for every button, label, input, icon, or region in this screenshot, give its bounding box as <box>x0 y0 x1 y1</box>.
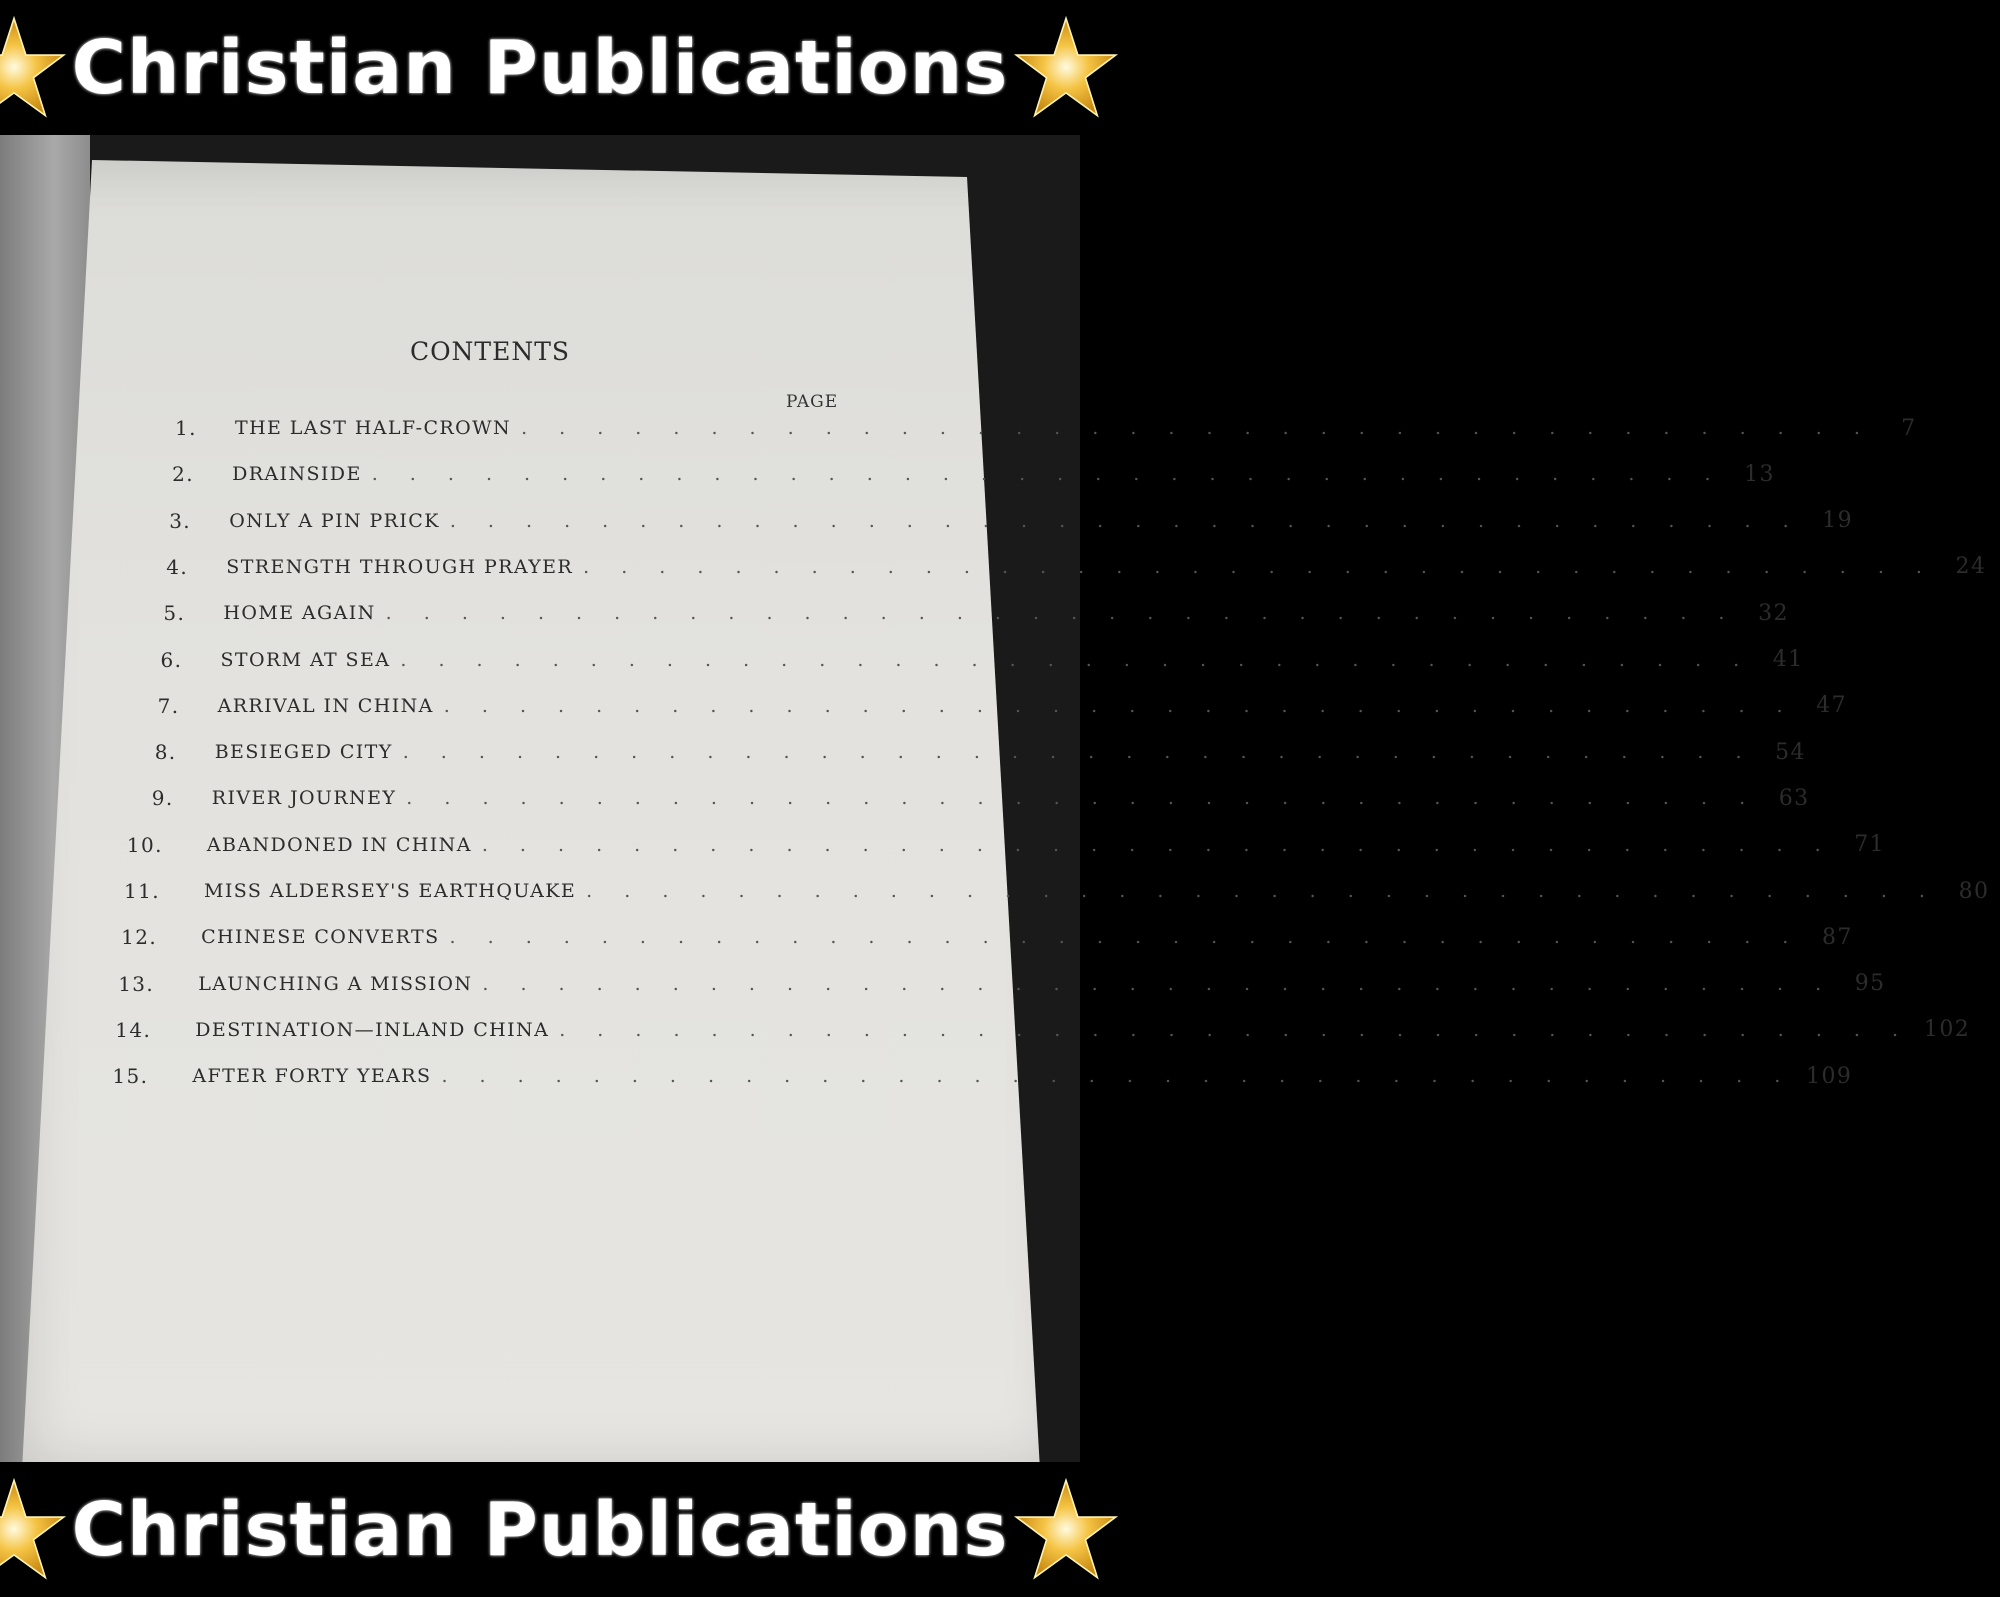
toc-chapter-number: 7. <box>157 693 180 718</box>
toc-page-number: 109 <box>1806 1063 1853 1089</box>
toc-page-number: 95 <box>1854 971 1886 997</box>
toc-chapter-number: 14. <box>115 1017 152 1042</box>
toc-page-number: 47 <box>1816 693 1847 719</box>
toc-leader-dots: . . . . . . . . . . . . . . . . . . . . . . . . . . . . . . . . . . . . <box>583 555 1935 578</box>
toc-chapter-title: DESTINATION—INLAND CHINA <box>195 1018 550 1041</box>
toc-leader-dots: . . . . . . . . . . . . . . . . . . . . . . . . . . . . . . . . . . . . <box>402 741 1755 764</box>
toc-chapter-title: AFTER FORTY YEARS <box>192 1065 432 1088</box>
toc-chapter-title: HOME AGAIN <box>223 602 376 625</box>
bottom-banner <box>0 1462 1080 1597</box>
toc-chapter-number: 10. <box>126 832 163 857</box>
toc-leader-dots: . . . . . . . . . . . . . . . . . . . . . . . . . . . . . . . . . . . . <box>406 787 1759 810</box>
banner-title-bottom: Christian Publications <box>71 1486 1009 1573</box>
toc-page-number: 32 <box>1758 600 1789 626</box>
toc-page-number: 7 <box>1901 415 1917 441</box>
toc-chapter-title: BESIEGED CITY <box>214 741 393 764</box>
toc-page-number: 19 <box>1822 508 1854 534</box>
toc-chapter-title: DRAINSIDE <box>232 463 362 486</box>
toc-page-number: 54 <box>1775 739 1806 765</box>
toc-leader-dots: . . . . . . . . . . . . . . . . . . . . . . . . . . . . . . . . . . . . <box>400 648 1753 671</box>
toc-chapter-number: 8. <box>154 740 177 765</box>
toc-row <box>172 459 1775 489</box>
toc-chapter-number: 1. <box>175 416 197 440</box>
toc-chapter-title: LAUNCHING A MISSION <box>198 972 473 995</box>
toc-chapter-number: 11. <box>124 879 161 903</box>
toc-leader-dots: . . . . . . . . . . . . . . . . . . . . . . . . . . . . . . . . . . . . <box>449 926 1802 949</box>
toc-chapter-title: STRENGTH THROUGH PRAYER <box>226 555 574 578</box>
toc-leader-dots: . . . . . . . . . . . . . . . . . . . . . . . . . . . . . . . . . . . . <box>481 833 1834 856</box>
toc-row <box>112 1061 1853 1091</box>
top-banner <box>0 0 1080 135</box>
toc-row <box>154 737 1806 767</box>
toc-leader-dots: . . . . . . . . . . . . . . . . . . . . . . . . . . . . . . . . . . . . <box>443 694 1796 717</box>
toc-chapter-number: 9. <box>151 786 174 811</box>
toc-chapter-title: ABANDONED IN CHINA <box>206 833 472 856</box>
toc-chapter-title: RIVER JOURNEY <box>211 787 397 810</box>
toc-page-number: 13 <box>1744 461 1775 487</box>
toc-row <box>115 1015 1971 1045</box>
toc-chapter-number: 3. <box>169 508 192 533</box>
banner-title-top: Christian Publications <box>71 24 1009 111</box>
toc-page-number: 102 <box>1923 1017 1971 1043</box>
toc-chapter-title: STORM AT SEA <box>220 648 391 671</box>
toc-leader-dots: . . . . . . . . . . . . . . . . . . . . . . . . . . . . . . . . . . . . <box>449 509 1802 532</box>
page-column-label: PAGE <box>786 392 839 412</box>
toc-chapter-title: MISS ALDERSEY'S EARTHQUAKE <box>204 880 577 902</box>
toc-leader-dots: . . . . . . . . . . . . . . . . . . . . . . . . . . . . . . . . . . . . <box>385 602 1738 625</box>
contents-heading: CONTENTS <box>409 337 571 366</box>
gold-star-icon <box>1012 1476 1120 1584</box>
toc-row <box>118 969 1886 999</box>
toc-chapter-title: CHINESE CONVERTS <box>201 926 440 949</box>
gold-star-icon <box>0 1476 68 1584</box>
toc-chapter-number: 15. <box>112 1064 149 1089</box>
toc-leader-dots: . . . . . . . . . . . . . . . . . . . . . . . . . . . . . . . . . . . . <box>521 417 1873 439</box>
toc-chapter-number: 4. <box>166 554 189 579</box>
toc-row <box>160 645 1804 675</box>
gold-star-icon <box>0 14 68 122</box>
toc-leader-dots: . . . . . . . . . . . . . . . . . . . . . . . . . . . . . . . . . . . . <box>482 972 1835 995</box>
toc-leader-dots: . . . . . . . . . . . . . . . . . . . . . . . . . . . . . . . . . . . . <box>371 463 1724 486</box>
toc-row <box>166 552 1987 582</box>
toc-page-number: 71 <box>1854 832 1886 858</box>
toc-chapter-number: 12. <box>121 925 158 950</box>
toc-chapter-title: ARRIVAL IN CHINA <box>217 694 434 717</box>
toc-row <box>151 783 1810 813</box>
toc-leader-dots: . . . . . . . . . . . . . . . . . . . . . . . . . . . . . . . . . . . . <box>586 880 1938 902</box>
toc-chapter-number: 2. <box>172 462 194 487</box>
toc-page-number: 80 <box>1958 878 1990 904</box>
toc-chapter-title: ONLY A PIN PRICK <box>229 509 440 532</box>
toc-chapter-title: THE LAST HALF-CROWN <box>235 417 512 439</box>
toc-leader-dots: . . . . . . . . . . . . . . . . . . . . . . . . . . . . . . . . . . . . <box>559 1018 1912 1041</box>
toc-page-number: 41 <box>1772 647 1804 672</box>
toc-leader-dots: . . . . . . . . . . . . . . . . . . . . . . . . . . . . . . . . . . . . <box>441 1065 1794 1088</box>
toc-chapter-number: 5. <box>163 601 186 626</box>
toc-row <box>157 691 1847 721</box>
toc-page-number: 24 <box>1955 554 1987 580</box>
toc-row <box>121 922 1853 952</box>
gold-star-icon <box>1012 14 1120 122</box>
toc-row <box>163 598 1789 628</box>
toc-chapter-number: 6. <box>160 647 183 672</box>
toc-page-number: 63 <box>1778 785 1810 811</box>
toc-row <box>175 413 1917 443</box>
toc-row <box>124 876 1990 906</box>
toc-row <box>169 506 1854 536</box>
toc-chapter-number: 13. <box>118 971 155 996</box>
toc-row <box>126 830 1886 860</box>
toc-page-number: 87 <box>1821 924 1853 950</box>
